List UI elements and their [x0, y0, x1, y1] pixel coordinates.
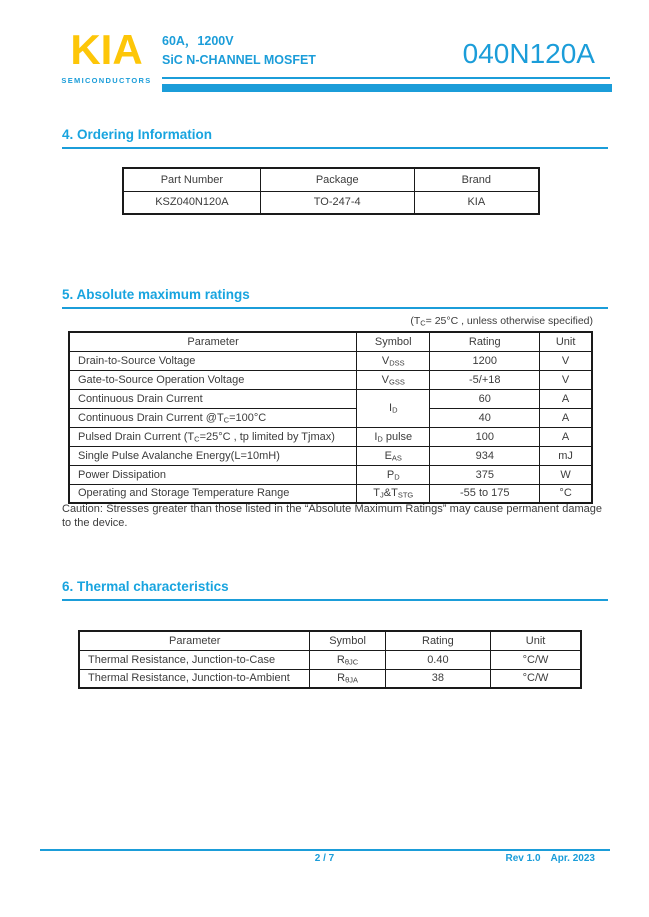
table-row: [69, 427, 592, 446]
unit-cell: A: [540, 408, 592, 427]
unit-cell: A: [540, 389, 592, 408]
logo-subtext: SEMICONDUCTORS: [61, 76, 152, 85]
test-condition-note: ($T_C= 25^\circ C$ , unless otherwise specified): [410, 315, 593, 328]
rating-cell: 40: [430, 408, 540, 427]
column-header-brand: Brand: [414, 168, 539, 191]
parameter-cell: Thermal Resistance, Junction-to-Ambient: [79, 669, 310, 688]
column-header-part-number: Part Number: [123, 168, 260, 191]
unit-cell: mJ: [540, 446, 592, 465]
table-row: [69, 465, 592, 484]
section-title-thermal-characteristics: 6. Thermal characteristics: [62, 579, 608, 601]
table-row: [69, 389, 592, 408]
revision-info: [495, 853, 595, 864]
column-header-package: Package: [260, 168, 414, 191]
column-header-parameter: Parameter: [69, 332, 357, 351]
symbol-cell: $I_D$ pulse: [357, 427, 430, 446]
table-header-row: [69, 332, 592, 351]
rating-cell: -5/+18: [430, 370, 540, 389]
header-rule-thin: [162, 77, 610, 79]
kia-logo: [59, 27, 154, 85]
symbol-cell: $V_{GSS}$: [357, 370, 430, 389]
column-header-parameter: Parameter: [79, 631, 310, 650]
package-cell: TO-247-4: [260, 191, 414, 214]
header-rule-thick: [162, 84, 612, 92]
unit-cell: °C/W: [491, 650, 581, 669]
parameter-cell: Continuous Drain Current: [69, 389, 357, 408]
part-number-cell: KSZ040N120A: [123, 191, 260, 214]
symbol-cell: $P_D$: [357, 465, 430, 484]
parameter-cell: Gate-to-Source Operation Voltage: [69, 370, 357, 389]
section-title-absolute-maximum-ratings: 5. Absolute maximum ratings: [62, 287, 608, 309]
rating-cell: 375: [430, 465, 540, 484]
table-header-row: [79, 631, 581, 650]
table-row: [69, 484, 592, 503]
unit-cell: V: [540, 370, 592, 389]
unit-cell: °C/W: [491, 669, 581, 688]
symbol-cell: $V_{DSS}$: [357, 351, 430, 370]
symbol-cell: $T_J\&T_{STG}$: [357, 484, 430, 503]
table-row: [79, 650, 581, 669]
table-row: [79, 669, 581, 688]
page-number: 2 / 7: [314, 853, 335, 864]
revision-date: Apr. 2023: [550, 853, 595, 864]
rating-cell: 0.40: [385, 650, 490, 669]
symbol-cell-merged: $I_D$: [357, 389, 430, 427]
parameter-cell: Pulsed Drain Current ($T_C=25^\circ C$ , tp limited by Tjmax): [69, 427, 357, 446]
table-header-row: [123, 168, 539, 191]
rating-cell: 934: [430, 446, 540, 465]
column-header-rating: Rating: [430, 332, 540, 351]
column-header-unit: Unit: [491, 631, 581, 650]
device-spec: [162, 32, 316, 70]
column-header-symbol: Symbol: [357, 332, 430, 351]
spec-current-voltage: 60A，1200V: [162, 34, 234, 48]
table-row: [69, 408, 592, 427]
revision-label: Rev 1.0: [505, 853, 541, 864]
unit-cell: W: [540, 465, 592, 484]
column-header-symbol: Symbol: [310, 631, 385, 650]
table-row: [69, 370, 592, 389]
parameter-cell: Operating and Storage Temperature Range: [69, 484, 357, 503]
parameter-cell: Drain-to-Source Voltage: [69, 351, 357, 370]
ordering-information-table: [122, 167, 540, 215]
rating-cell: -55 to 175: [430, 484, 540, 503]
unit-cell: A: [540, 427, 592, 446]
brand-cell: KIA: [414, 191, 539, 214]
column-header-unit: Unit: [540, 332, 592, 351]
unit-cell: V: [540, 351, 592, 370]
rating-cell: 1200: [430, 351, 540, 370]
table-row: [123, 191, 539, 214]
rating-cell: 100: [430, 427, 540, 446]
thermal-characteristics-table: [78, 630, 582, 689]
logo-text: KIA: [70, 26, 143, 73]
parameter-cell: Thermal Resistance, Junction-to-Case: [79, 650, 310, 669]
spec-device-type: SiC N-CHANNEL MOSFET: [162, 53, 316, 67]
footer-rule: [40, 849, 610, 851]
part-number-title: 040N120A: [462, 38, 595, 69]
unit-cell: °C: [540, 484, 592, 503]
rating-cell: 60: [430, 389, 540, 408]
absolute-maximum-ratings-table: [68, 331, 593, 504]
parameter-cell: Continuous Drain Current $@T_C=100^\circ C$: [69, 408, 357, 427]
caution-text: Caution: Stresses greater than those listed in the “Absolute Maximum Ratings” may cause permanent damage to the device.: [62, 503, 602, 529]
symbol-cell: $E_{AS}$: [357, 446, 430, 465]
table-row: [69, 446, 592, 465]
table-row: [69, 351, 592, 370]
section-title-ordering-information: 4. Ordering Information: [62, 127, 608, 149]
parameter-cell: Single Pulse Avalanche Energy(L=10mH): [69, 446, 357, 465]
symbol-cell: $R_{\theta JA}$: [310, 669, 385, 688]
column-header-rating: Rating: [385, 631, 490, 650]
parameter-cell: Power Dissipation: [69, 465, 357, 484]
rating-cell: 38: [385, 669, 490, 688]
symbol-cell: $R_{\theta JC}$: [310, 650, 385, 669]
